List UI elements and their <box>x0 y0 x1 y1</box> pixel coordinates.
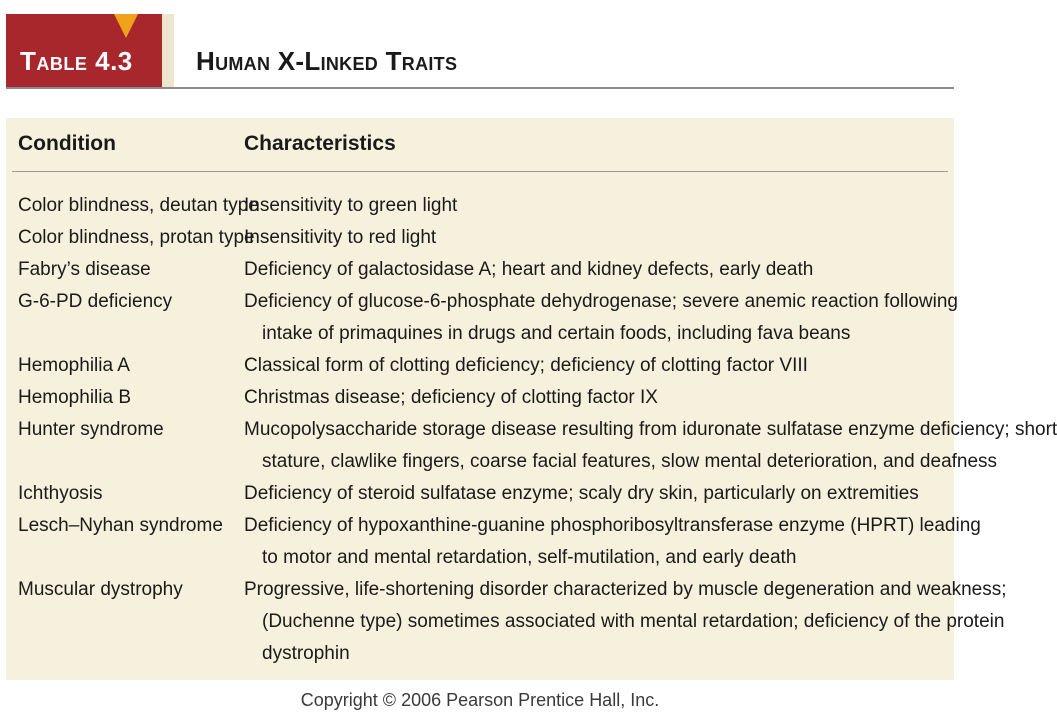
badge-triangle-icon <box>114 14 138 38</box>
condition-cell: Muscular dystrophy <box>18 579 183 600</box>
characteristics-line: Mucopolysaccharide storage disease resulting from iduronate sulfatase enzyme deficiency; short <box>244 419 1057 440</box>
table-row <box>6 574 1007 670</box>
condition-cell: Hemophilia A <box>18 355 130 376</box>
column-header-characteristics: Characteristics <box>244 132 396 155</box>
characteristics-line: Progressive, life-shortening disorder characterized by muscle degeneration and weakness; <box>244 579 1007 600</box>
characteristics-line: (Duchenne type) sometimes associated with mental retardation; deficiency of the protein <box>262 611 1005 632</box>
condition-cell: Lesch–Nyhan syndrome <box>18 515 223 536</box>
traits-table <box>6 118 1057 680</box>
condition-cell: Hunter syndrome <box>18 419 164 440</box>
characteristics-line: Deficiency of steroid sulfatase enzyme; scaly dry skin, particularly on extremities <box>244 483 919 504</box>
characteristics-line: Deficiency of glucose-6-phosphate dehydrogenase; severe anemic reaction following <box>244 291 958 312</box>
characteristics-cell <box>244 414 1057 478</box>
table-row <box>6 478 954 510</box>
table-row <box>6 510 981 574</box>
condition-cell: Color blindness, deutan type <box>18 195 259 216</box>
characteristics-cell <box>244 286 958 350</box>
characteristics-cell <box>244 510 981 574</box>
condition-cell: Hemophilia B <box>18 387 131 408</box>
characteristics-cell <box>244 478 954 510</box>
table-title: Human X-Linked Traits <box>196 46 458 76</box>
characteristics-line: dystrophin <box>262 643 350 664</box>
table-number: Table 4.3 <box>20 46 133 76</box>
characteristics-cell <box>244 190 954 222</box>
table-row <box>6 350 954 382</box>
characteristics-line: intake of primaquines in drugs and certain foods, including fava beans <box>262 323 851 344</box>
table-row <box>6 414 1057 478</box>
condition-cell: G-6-PD deficiency <box>18 291 173 312</box>
characteristics-line: to motor and mental retardation, self-mutilation, and early death <box>262 547 797 568</box>
characteristics-line: Classical form of clotting deficiency; deficiency of clotting factor VIII <box>244 355 808 376</box>
table-row <box>6 190 954 222</box>
table-row <box>6 382 954 414</box>
characteristics-cell <box>244 574 1007 670</box>
table-body <box>6 190 1057 670</box>
title-strip <box>162 14 174 88</box>
characteristics-line: Insensitivity to green light <box>244 195 458 216</box>
characteristics-line: Christmas disease; deficiency of clotting factor IX <box>244 387 658 408</box>
title-divider <box>6 87 954 89</box>
condition-cell: Ichthyosis <box>18 483 103 504</box>
header-divider <box>12 171 948 172</box>
characteristics-cell <box>244 254 954 286</box>
characteristics-cell <box>244 382 954 414</box>
characteristics-cell <box>244 350 954 382</box>
condition-cell: Color blindness, protan type <box>18 227 255 248</box>
table-row <box>6 254 954 286</box>
characteristics-line: Deficiency of galactosidase A; heart and kidney defects, early death <box>244 259 814 280</box>
characteristics-cell <box>244 222 954 254</box>
characteristics-line: stature, clawlike fingers, coarse facial features, slow mental deterioration, and deafness <box>262 451 998 472</box>
characteristics-line: Insensitivity to red light <box>244 227 437 248</box>
table-row <box>6 222 954 254</box>
characteristics-line: Deficiency of hypoxanthine-guanine phosphoribosyltransferase enzyme (HPRT) leading <box>244 515 981 536</box>
table-header <box>0 14 960 88</box>
table-row <box>6 286 958 350</box>
condition-cell: Fabry’s disease <box>18 259 151 280</box>
copyright-notice: Copyright © 2006 Pearson Prentice Hall, Inc. <box>300 690 660 710</box>
column-header-condition: Condition <box>18 132 116 155</box>
table-number-badge <box>6 14 162 88</box>
